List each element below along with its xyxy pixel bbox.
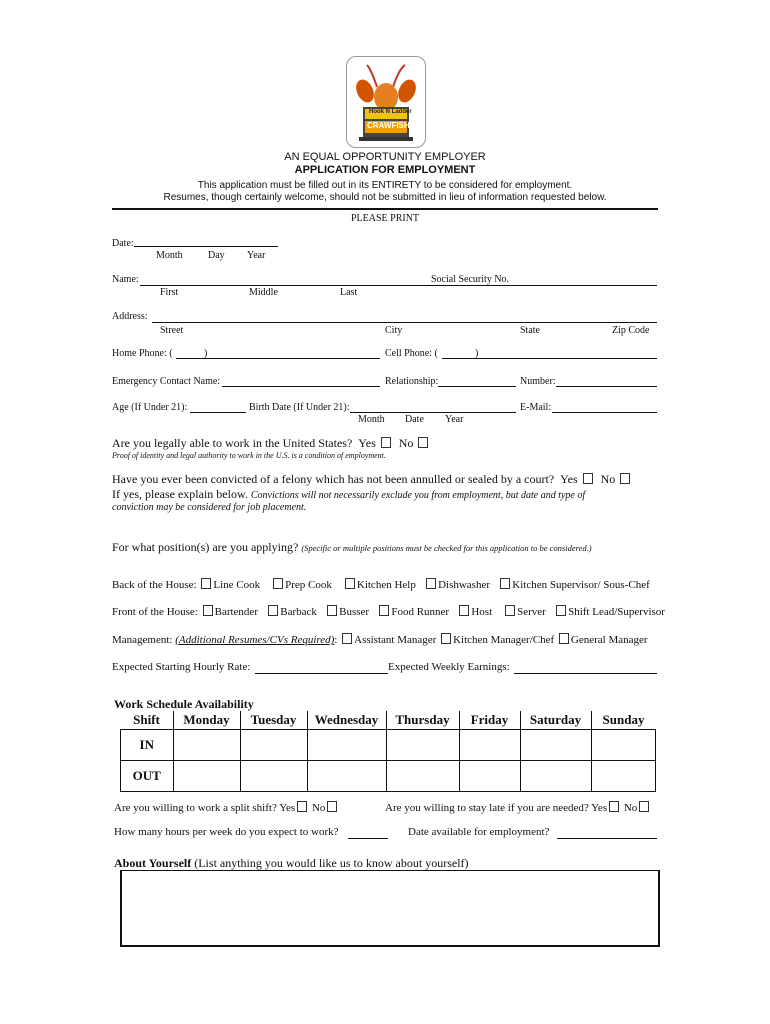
schedule-header-sunday: Sunday	[591, 711, 656, 729]
felony-question: Have you ever been convicted of a felony which has not been annulled or sealed by a court?	[112, 472, 555, 486]
felony-explain: If yes, please explain below.	[112, 487, 248, 501]
schedule-cell[interactable]	[591, 729, 656, 760]
prep-cook-label: Prep Cook	[285, 579, 332, 591]
logo-text-bottom: CRAWFISH	[367, 121, 410, 130]
server-label: Server	[517, 606, 546, 618]
hours-field[interactable]	[348, 838, 388, 839]
hours-question: How many hours per week do you expect to work?	[114, 826, 339, 838]
home-phone-paren: )	[204, 348, 208, 359]
birth-field[interactable]	[350, 412, 516, 413]
number-label: Number:	[520, 376, 556, 387]
legal-no-label: No	[398, 436, 414, 450]
email-label: E-Mail:	[520, 402, 552, 413]
front-of-house-label: Front of the House:	[112, 606, 198, 618]
late-yes-label: Yes	[591, 802, 608, 814]
assistant-manager-label: Assistant Manager	[354, 634, 437, 646]
back-of-house-label: Back of the House:	[112, 579, 197, 591]
legal-no-checkbox[interactable]	[418, 437, 428, 448]
cell-phone-paren: )	[475, 348, 479, 359]
date-day-label: Day	[208, 250, 225, 261]
number-field[interactable]	[556, 386, 657, 387]
positions-question-row	[112, 540, 592, 555]
schedule-title: Work Schedule Availability	[114, 697, 254, 711]
emergency-field[interactable]	[222, 386, 380, 387]
schedule-header-saturday: Saturday	[520, 711, 591, 729]
relationship-field[interactable]	[438, 386, 516, 387]
positions-question: For what position(s) are you applying?	[112, 540, 299, 554]
late-no-label: No	[623, 802, 638, 814]
logo-text-top: Hook N Ladder	[369, 109, 412, 115]
schedule-header-monday: Monday	[173, 711, 240, 729]
address-label: Address:	[112, 311, 148, 322]
date-year-label: Year	[247, 250, 266, 261]
legal-question-row	[112, 436, 430, 451]
schedule-header-friday: Friday	[459, 711, 520, 729]
food-runner-checkbox[interactable]	[379, 605, 389, 616]
company-logo	[346, 56, 426, 148]
schedule-table	[120, 711, 656, 792]
date-field[interactable]	[134, 246, 278, 247]
general-manager-label: General Manager	[570, 634, 648, 646]
felony-yes-checkbox[interactable]	[583, 473, 593, 484]
about-row	[114, 856, 469, 871]
email-field[interactable]	[552, 412, 657, 413]
please-print: PLEASE PRINT	[350, 213, 420, 224]
management-label: Management:	[112, 634, 173, 646]
schedule-row-in-label: IN	[121, 729, 174, 760]
first-name-label: First	[160, 287, 179, 298]
cell-phone-label: Cell Phone: (	[385, 348, 438, 359]
dishwasher-checkbox[interactable]	[426, 578, 436, 589]
barback-label: Barback	[280, 606, 317, 618]
home-phone-label: Home Phone: (	[112, 348, 173, 359]
kitchen-manager-label: Kitchen Manager/Chef	[453, 634, 555, 646]
schedule-cell[interactable]	[520, 729, 591, 760]
management-row: Management: (Additional Resumes/CVs Required): Assistant Manager Kitchen Manager/Chef General Manager	[112, 634, 648, 646]
about-textarea[interactable]	[120, 870, 660, 947]
kitchen-help-checkbox[interactable]	[345, 578, 355, 589]
schedule-header-wednesday: Wednesday	[307, 711, 386, 729]
kitchen-help-label: Kitchen Help	[356, 579, 416, 591]
general-manager-checkbox[interactable]	[559, 633, 569, 644]
positions-note: (Specific or multiple positions must be checked for this application to be considered.)	[301, 543, 592, 553]
schedule-cell[interactable]	[386, 729, 459, 760]
about-title: About Yourself	[114, 856, 192, 870]
schedule-cell[interactable]	[240, 729, 307, 760]
cell-phone-field[interactable]	[442, 358, 657, 359]
split-yes-checkbox[interactable]	[297, 801, 307, 812]
street-label: Street	[160, 325, 184, 336]
front-of-house-row	[112, 605, 665, 618]
schedule-header-tuesday: Tuesday	[240, 711, 307, 729]
schedule-cell[interactable]	[520, 760, 591, 791]
kitchen-supervisor-label: Kitchen Supervisor/ Sous-Chef	[512, 579, 650, 591]
birth-label: Birth Date (If Under 21):	[249, 402, 350, 413]
felony-question-row	[112, 472, 632, 487]
hourly-rate-field[interactable]	[255, 673, 388, 674]
schedule-row-out-label: OUT	[121, 760, 174, 791]
line-cook-checkbox[interactable]	[201, 578, 211, 589]
weekly-earnings-field[interactable]	[514, 673, 657, 674]
age-label: Age (If Under 21):	[112, 402, 188, 413]
felony-note-1: Convictions will not necessarily exclude you from employment, but date and type of	[250, 490, 586, 501]
dishwasher-label: Dishwasher	[438, 579, 491, 591]
birth-month-label: Month	[358, 414, 385, 425]
name-label: Name:	[112, 274, 139, 285]
form-title: APPLICATION FOR EMPLOYMENT	[294, 164, 476, 176]
weekly-earnings-label: Expected Weekly Earnings:	[388, 661, 510, 673]
line-cook-label: Line Cook	[213, 579, 261, 591]
shift-lead-checkbox[interactable]	[556, 605, 566, 616]
assistant-manager-checkbox[interactable]	[342, 633, 352, 644]
hourly-rate-label: Expected Starting Hourly Rate:	[112, 661, 251, 673]
split-no-checkbox[interactable]	[327, 801, 337, 812]
entirety-note: This application must be filled out in its ENTIRETY to be considered for employment.	[197, 180, 573, 191]
felony-no-label: No	[600, 472, 616, 486]
bartender-checkbox[interactable]	[203, 605, 213, 616]
felony-no-checkbox[interactable]	[620, 473, 630, 484]
schedule-cell[interactable]	[173, 760, 240, 791]
middle-name-label: Middle	[249, 287, 278, 298]
back-of-house-row	[112, 578, 650, 591]
felony-note-2: conviction may be considered for job placement.	[112, 502, 307, 513]
employer-line: AN EQUAL OPPORTUNITY EMPLOYER	[284, 151, 486, 163]
schedule-cell[interactable]	[459, 729, 520, 760]
legal-note: Proof of identity and legal authority to work in the U.S. is a condition of employment.	[112, 451, 386, 460]
management-note: (Additional Resumes/CVs Required)	[175, 634, 335, 646]
shift-lead-label: Shift Lead/Supervisor	[568, 606, 665, 618]
available-question: Date available for employment?	[408, 826, 550, 838]
header-divider	[112, 208, 658, 210]
stay-late-row	[385, 801, 651, 814]
crawfish-logo-icon	[347, 57, 425, 147]
kitchen-supervisor-checkbox[interactable]	[500, 578, 510, 589]
schedule-cell[interactable]	[307, 760, 386, 791]
busser-label: Busser	[339, 606, 370, 618]
kitchen-manager-checkbox[interactable]	[441, 633, 451, 644]
late-no-checkbox[interactable]	[639, 801, 649, 812]
host-label: Host	[471, 606, 493, 618]
schedule-header-thursday: Thursday	[386, 711, 459, 729]
home-phone-field[interactable]	[176, 358, 380, 359]
about-note: (List anything you would like us to know about yourself)	[194, 856, 469, 870]
felony-explain-row	[112, 487, 585, 502]
ssn-label: Social Security No.	[431, 274, 510, 285]
split-no-label: No	[311, 802, 326, 814]
state-label: State	[520, 325, 540, 336]
stay-late-question: Are you willing to stay late if you are needed?	[385, 802, 589, 814]
available-field[interactable]	[557, 838, 657, 839]
busser-checkbox[interactable]	[327, 605, 337, 616]
legal-yes-checkbox[interactable]	[381, 437, 391, 448]
legal-yes-label: Yes	[358, 436, 376, 450]
schedule-cell[interactable]	[240, 760, 307, 791]
relationship-label: Relationship:	[385, 376, 439, 387]
birth-date-label: Date	[405, 414, 424, 425]
legal-question: Are you legally able to work in the United States?	[112, 436, 353, 450]
split-shift-question: Are you willing to work a split shift?	[114, 802, 277, 814]
schedule-cell[interactable]	[386, 760, 459, 791]
schedule-cell[interactable]	[173, 729, 240, 760]
emergency-label: Emergency Contact Name:	[112, 376, 221, 387]
name-field[interactable]	[140, 285, 657, 286]
last-name-label: Last	[340, 287, 358, 298]
food-runner-label: Food Runner	[391, 606, 450, 618]
barback-checkbox[interactable]	[268, 605, 278, 616]
city-label: City	[385, 325, 403, 336]
schedule-cell[interactable]	[307, 729, 386, 760]
prep-cook-checkbox[interactable]	[273, 578, 283, 589]
split-shift-row	[114, 801, 339, 814]
bartender-label: Bartender	[214, 606, 258, 618]
age-field[interactable]	[190, 412, 246, 413]
address-field[interactable]	[152, 322, 657, 323]
server-checkbox[interactable]	[505, 605, 515, 616]
birth-year-label: Year	[445, 414, 464, 425]
date-month-label: Month	[156, 250, 183, 261]
resume-note: Resumes, though certainly welcome, should not be submitted in lieu of information requested below.	[163, 192, 607, 203]
host-checkbox[interactable]	[459, 605, 469, 616]
split-yes-label: Yes	[279, 802, 296, 814]
late-yes-checkbox[interactable]	[609, 801, 619, 812]
schedule-cell[interactable]	[459, 760, 520, 791]
schedule-cell[interactable]	[591, 760, 656, 791]
schedule-header-shift: Shift	[121, 711, 174, 729]
zip-label: Zip Code	[612, 325, 650, 336]
date-label: Date:	[112, 238, 134, 249]
felony-yes-label: Yes	[560, 472, 578, 486]
